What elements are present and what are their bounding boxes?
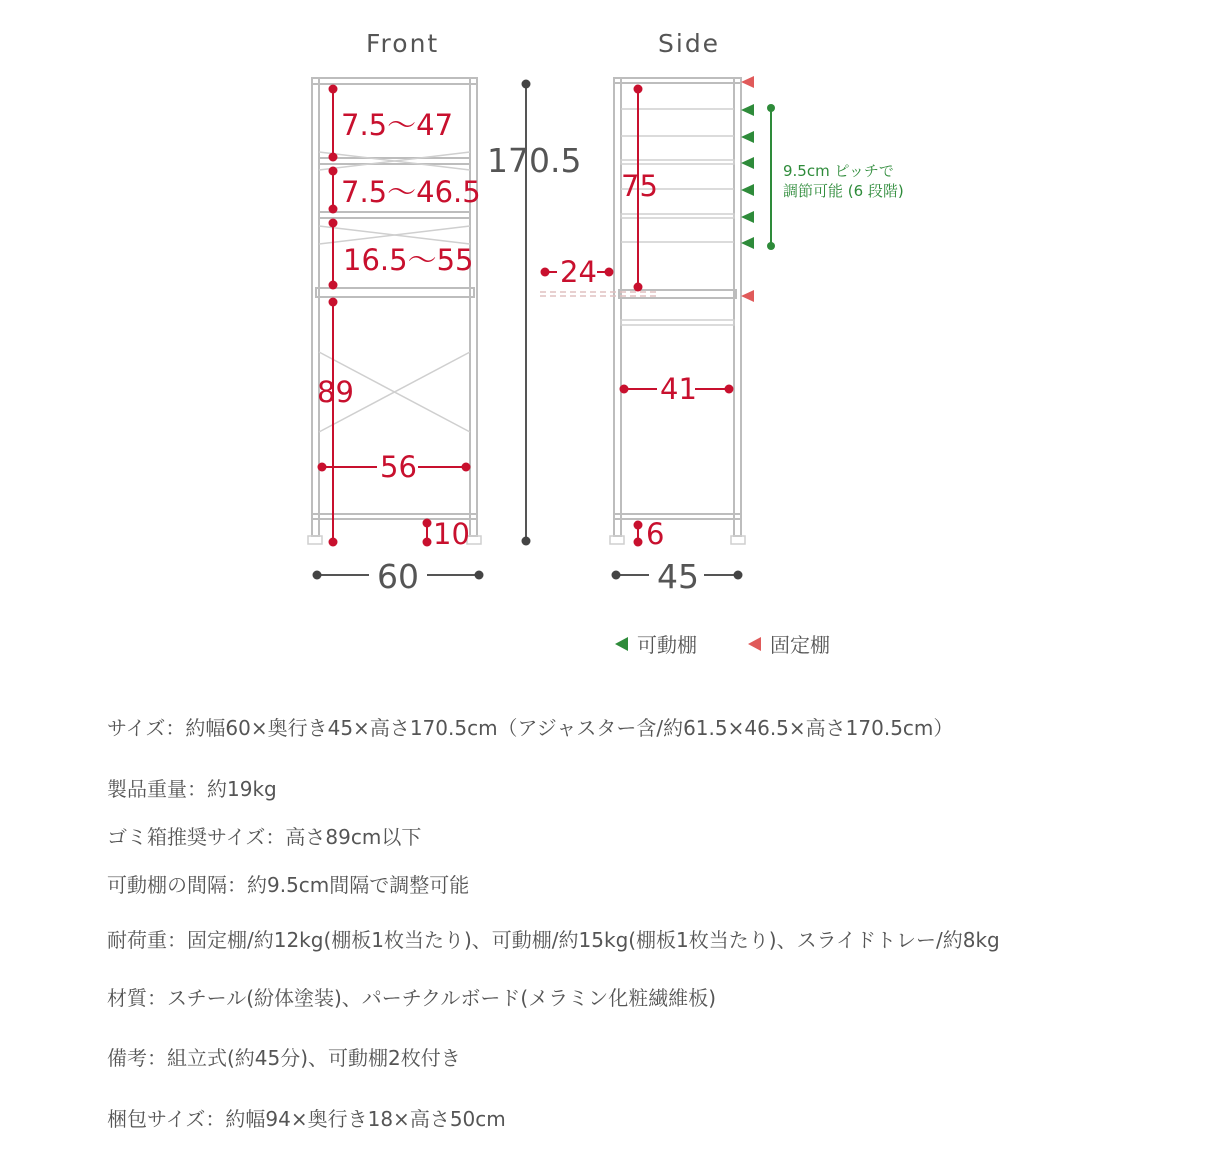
side-inner-depth-dimension: 41 [660,372,697,406]
movable-shelf-marker-icon [741,211,754,223]
movable-shelf-marker-icon [741,104,754,116]
pitch-range-line [767,104,775,250]
fixed-shelf-marker-icon [741,290,754,302]
spec-trash-size: ゴミ箱推奨サイズ：高さ89cm以下 [107,825,422,849]
front-total-width-dimension: 60 [377,557,419,596]
spec-size: サイズ：約幅60×奥行き45×高さ170.5cm（アジャスター含/約61.5×46.5×高さ170.5cm） [107,716,954,740]
front-bottom-clearance-dimension: 10 [433,517,470,551]
movable-shelf-marker-icon [741,237,754,249]
fixed-legend-icon [748,637,761,651]
side-bottom-clearance-dimension: 6 [646,517,665,551]
front-lower-height-dimension: 89 [317,375,354,409]
legend-fixed-label: 固定棚 [770,633,830,657]
movable-legend-icon [615,637,628,651]
spec-notes: 備考：組立式(約45分)、可動棚2枚付き [107,1046,461,1070]
side-view-title: Side [658,29,721,58]
spec-package-size: 梱包サイズ：約幅94×奥行き18×高さ50cm [107,1107,506,1131]
side-tray-offset-dimension: 24 [560,255,597,289]
spec-material: 材質：スチール(紛体塗装)、パーチクルボード(メラミン化粧繊維板) [107,986,717,1010]
movable-shelf-marker-icon [741,131,754,143]
front-second-shelf-dimension: 7.5～46.5 [341,175,481,209]
side-total-depth-dimension: 45 [657,557,699,596]
pitch-note-line-1: 9.5cm ピッチで [783,162,894,180]
movable-shelf-marker-icon [741,157,754,169]
movable-shelf-marker-icon [741,184,754,196]
legend-movable-label: 可動棚 [637,633,697,657]
spec-load-capacity: 耐荷重：固定棚/約12kg(棚板1枚当たり)、可動棚/約15kg(棚板1枚当たり)、スライドトレー/約8kg [107,928,1000,952]
side-upper-section-dimension: 75 [621,169,658,203]
front-top-shelf-dimension: 7.5～47 [341,108,454,142]
front-inner-width-dimension: 56 [380,450,417,484]
spec-weight: 製品重量：約19kg [107,777,277,801]
fixed-shelf-marker-icon [741,76,754,88]
front-view-title: Front [366,29,440,58]
spec-shelf-interval: 可動棚の間隔：約9.5cm間隔で調整可能 [107,873,470,897]
pitch-note-line-2: 調節可能 (6 段階) [783,182,904,200]
total-height-dimension: 170.5 [487,141,582,180]
front-third-shelf-dimension: 16.5～55 [343,243,474,277]
